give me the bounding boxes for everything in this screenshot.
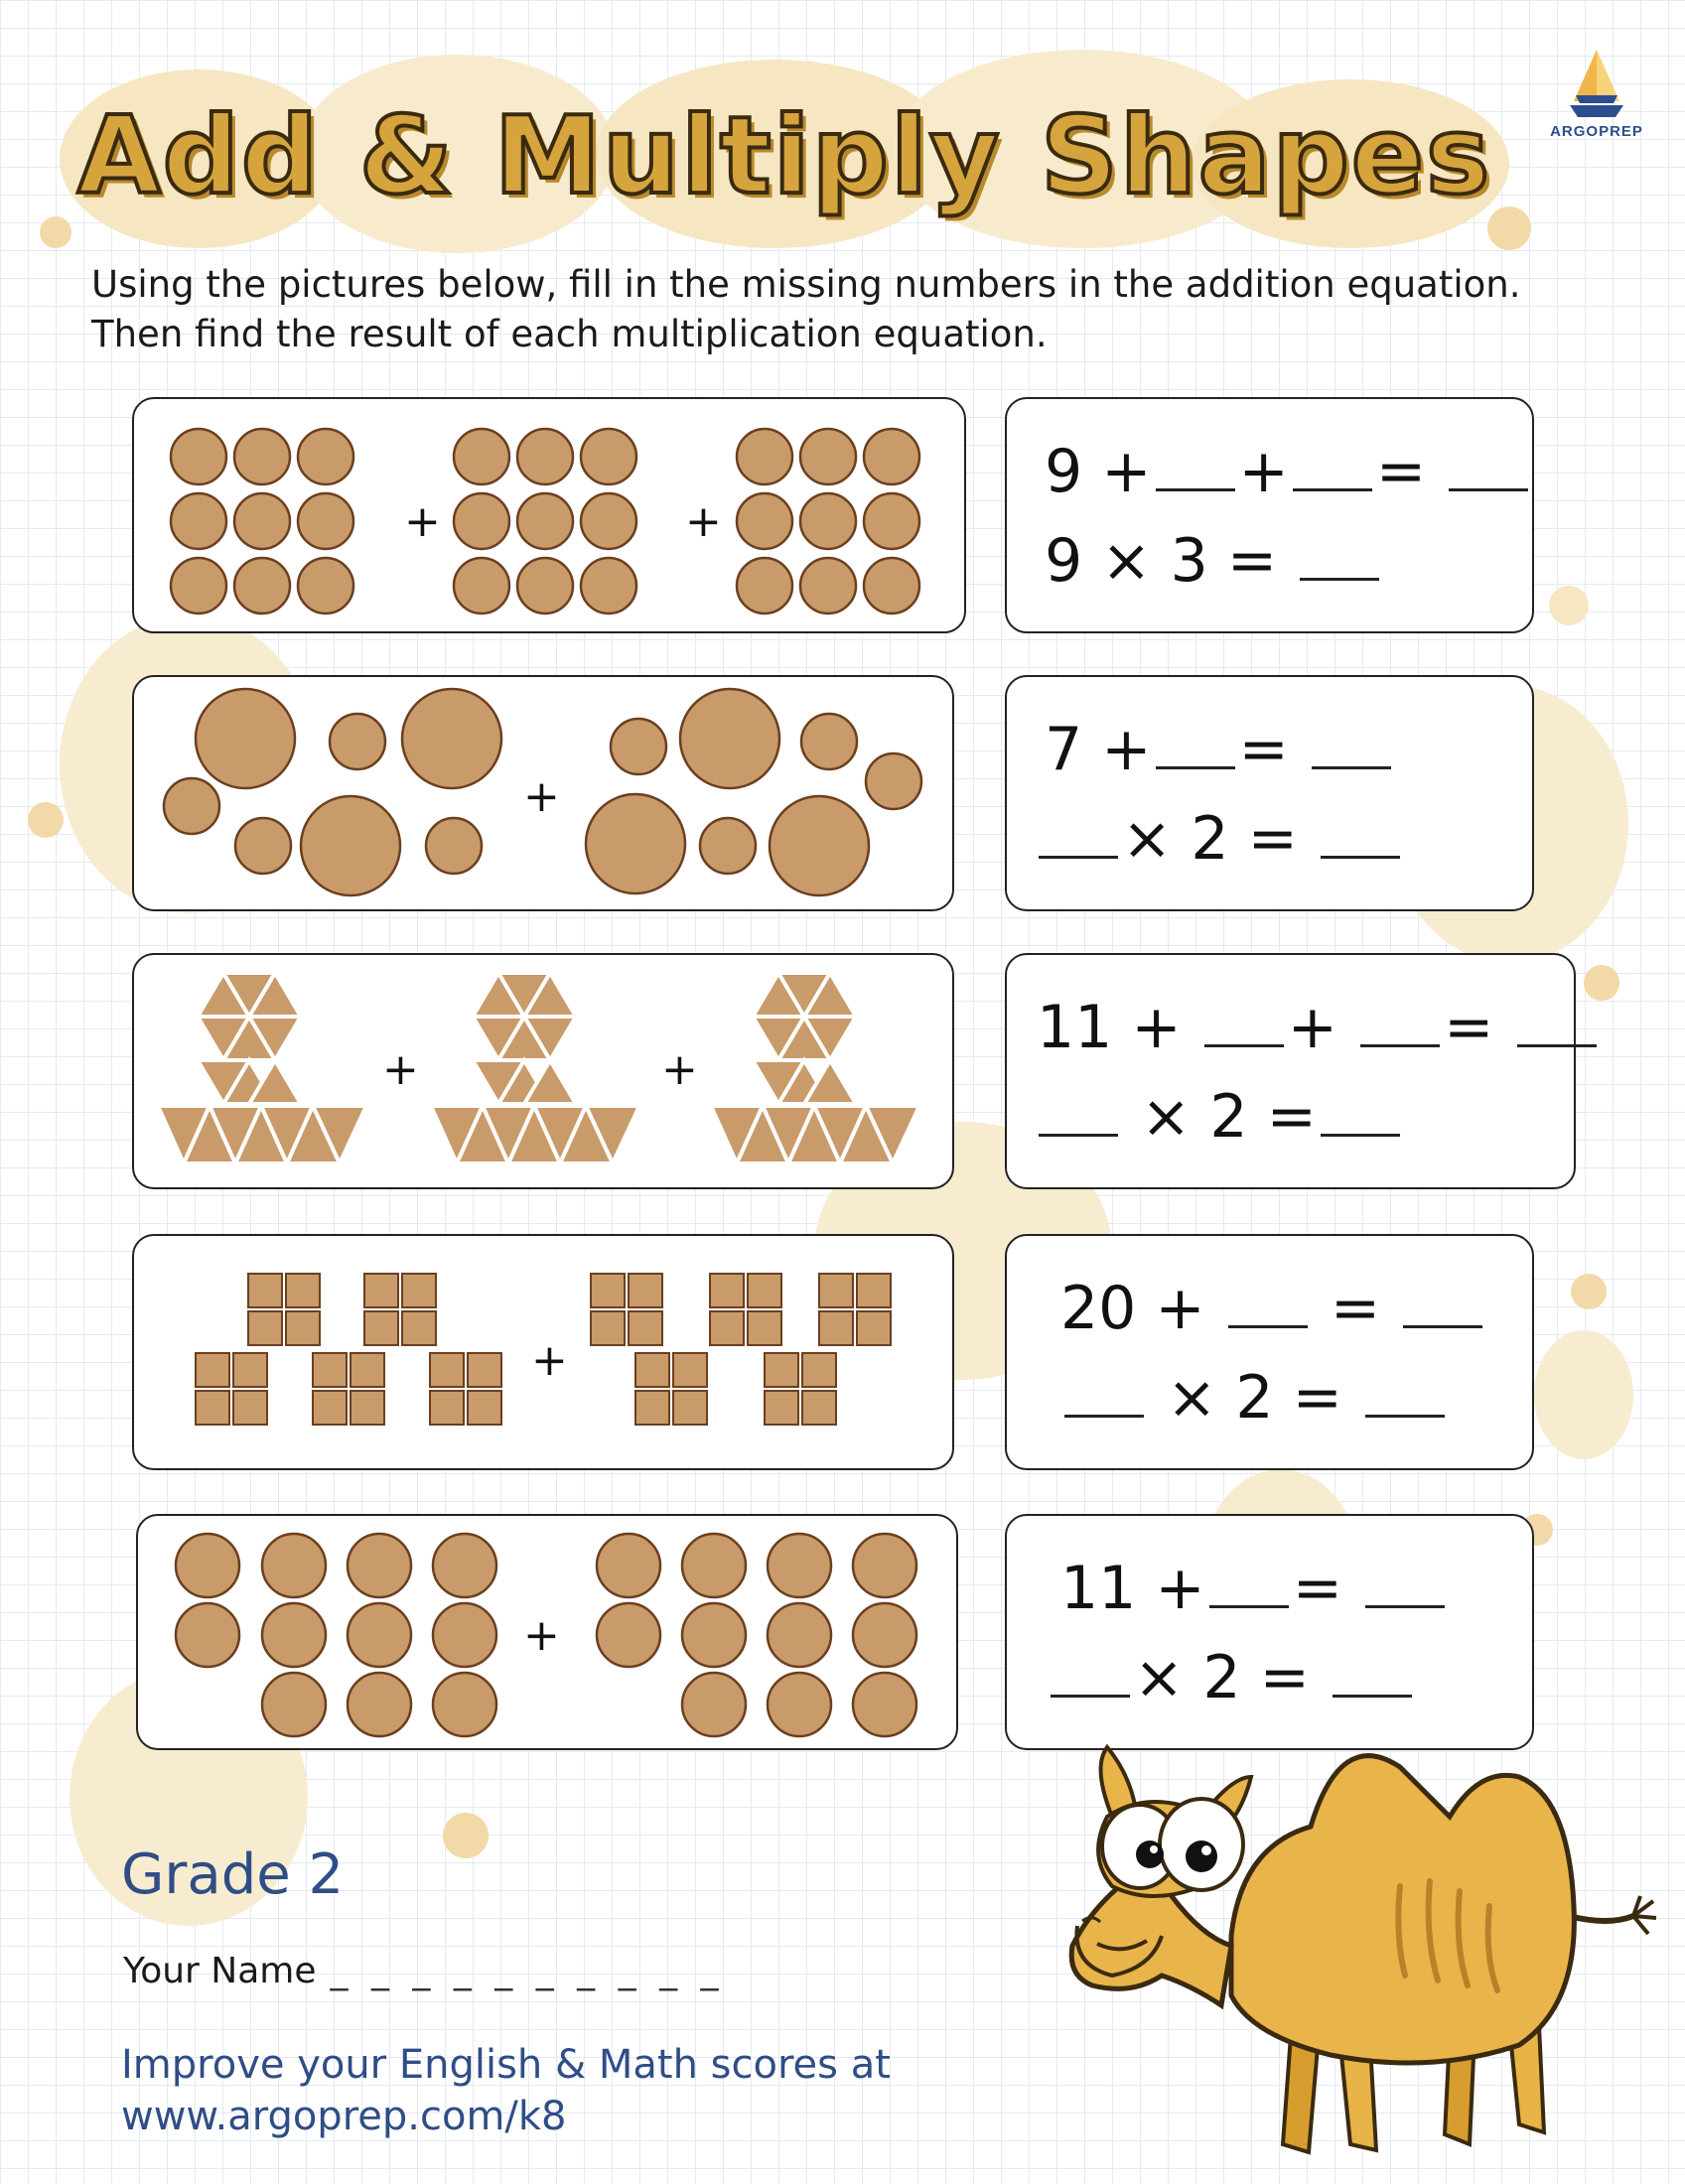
footer-link[interactable]: www.argoprep.com/k8 — [121, 2094, 567, 2139]
square — [591, 1311, 625, 1345]
square — [673, 1353, 707, 1387]
decorative-bubble — [28, 802, 64, 838]
square — [430, 1353, 464, 1387]
square — [468, 1353, 501, 1387]
instructions-line-1: Using the pictures below, fill in the missing numbers in the addition equation. — [91, 263, 1521, 306]
square — [286, 1274, 320, 1307]
shape-group-2 — [454, 429, 636, 614]
answer-blank[interactable] — [1039, 813, 1118, 859]
square — [196, 1391, 229, 1425]
square — [802, 1391, 836, 1425]
plus-sign: + — [685, 496, 722, 547]
square — [233, 1391, 267, 1425]
shape-group-3 — [711, 973, 919, 1163]
shape-group-1 — [171, 429, 353, 614]
picture-box-2 — [132, 675, 954, 911]
plus-sign: + — [404, 496, 441, 547]
square-block — [364, 1274, 436, 1345]
equation-box-4 — [1005, 1234, 1534, 1470]
decorative-bubble — [40, 216, 71, 248]
decorative-bubble — [1487, 206, 1531, 250]
square — [819, 1274, 853, 1307]
square — [673, 1391, 707, 1425]
your-name-field[interactable] — [123, 1951, 725, 1991]
shape-group-1 — [176, 1534, 496, 1736]
multiplication-equation-5: × 2 = — [1047, 1643, 1416, 1712]
square — [313, 1353, 347, 1387]
answer-blank[interactable] — [1321, 1091, 1400, 1137]
square — [802, 1353, 836, 1387]
plus-sign: + — [382, 1044, 419, 1095]
square — [710, 1274, 744, 1307]
answer-blank[interactable] — [1209, 1563, 1289, 1608]
answer-blank[interactable] — [1312, 724, 1391, 769]
multiplication-equation-3: × 2 = — [1035, 1082, 1404, 1152]
addition-equation-4: 20 + = — [1060, 1274, 1486, 1343]
square — [629, 1311, 662, 1345]
square-block — [819, 1274, 891, 1345]
picture-box-1 — [132, 397, 966, 633]
square-block — [313, 1353, 384, 1425]
square-block — [710, 1274, 781, 1345]
answer-blank[interactable] — [1064, 1372, 1144, 1418]
square — [286, 1311, 320, 1345]
square — [364, 1311, 398, 1345]
equation-box-2 — [1005, 675, 1534, 911]
addition-equation-5: 11 + = — [1060, 1554, 1449, 1623]
answer-blank[interactable] — [1039, 1091, 1118, 1137]
plus-sign: + — [661, 1044, 698, 1095]
picture-squares-4 — [134, 1236, 956, 1472]
square — [351, 1353, 384, 1387]
answer-blank[interactable] — [1156, 446, 1235, 491]
instructions — [91, 260, 1640, 359]
square — [635, 1353, 669, 1387]
picture-circles-2 — [134, 677, 956, 913]
equation-box-3 — [1005, 953, 1576, 1189]
decorative-bubble — [1549, 586, 1589, 625]
square — [857, 1274, 891, 1307]
square — [857, 1311, 891, 1345]
plus-sign: + — [523, 771, 560, 822]
plus-sign: + — [531, 1335, 568, 1386]
picture-triangles-3 — [134, 955, 956, 1191]
addition-equation-1: 9 + + = — [1045, 437, 1532, 506]
square — [748, 1274, 781, 1307]
square — [748, 1311, 781, 1345]
square — [468, 1391, 501, 1425]
square-block — [765, 1353, 836, 1425]
footer-line-1: Improve your English & Math scores at — [121, 2042, 891, 2088]
square-block — [430, 1353, 501, 1425]
square — [765, 1353, 798, 1387]
page-title: Add & Multiply Shapes — [77, 94, 1492, 218]
answer-blank[interactable] — [1403, 1283, 1482, 1328]
picture-box-4 — [132, 1234, 954, 1470]
square — [819, 1311, 853, 1345]
square — [402, 1274, 436, 1307]
answer-blank[interactable] — [1360, 1002, 1440, 1047]
square — [351, 1391, 384, 1425]
answer-blank[interactable] — [1228, 1283, 1308, 1328]
answer-blank[interactable] — [1517, 1002, 1597, 1047]
multiplication-equation-4: × 2 = — [1060, 1363, 1449, 1433]
shape-group-2 — [597, 1534, 916, 1736]
instructions-line-2: Then find the result of each multiplication equation. — [91, 313, 1048, 355]
grade-label: Grade 2 — [121, 1843, 345, 1907]
picture-circles-1 — [134, 399, 968, 635]
shape-group-1 — [164, 689, 501, 895]
logo-text: ARGOPREP — [1550, 123, 1643, 140]
picture-circles-5 — [138, 1516, 960, 1752]
equation-box-1 — [1005, 397, 1534, 633]
answer-blank[interactable] — [1333, 1652, 1412, 1698]
addition-equation-2: 7 + = — [1045, 715, 1395, 784]
square — [591, 1274, 625, 1307]
shape-group-3 — [737, 429, 919, 614]
tail-tuft — [1633, 1896, 1656, 1934]
decorative-bubble — [443, 1813, 489, 1858]
decorative-bubble — [1571, 1274, 1607, 1309]
answer-blank[interactable] — [1300, 535, 1379, 581]
plus-sign: + — [523, 1610, 560, 1661]
square — [364, 1274, 398, 1307]
answer-blank[interactable] — [1293, 446, 1372, 491]
square — [196, 1353, 229, 1387]
square — [233, 1353, 267, 1387]
answer-blank[interactable] — [1051, 1652, 1130, 1698]
answer-blank[interactable] — [1204, 1002, 1284, 1047]
shape-group-2 — [431, 973, 639, 1163]
sailboat-logo-icon — [1562, 46, 1631, 119]
square — [635, 1391, 669, 1425]
multiplication-equation-2: × 2 = — [1035, 804, 1404, 874]
picture-box-5 — [136, 1514, 958, 1750]
answer-blank[interactable] — [1365, 1372, 1445, 1418]
shape-group-2 — [586, 689, 921, 895]
square-block — [196, 1353, 267, 1425]
answer-blank[interactable] — [1321, 813, 1400, 859]
addition-equation-3: 11 + + = — [1037, 993, 1601, 1062]
square — [430, 1391, 464, 1425]
square — [402, 1311, 436, 1345]
footer — [121, 2039, 891, 2142]
square-block — [591, 1274, 662, 1345]
shape-group-1 — [158, 973, 366, 1163]
square-block — [635, 1353, 707, 1425]
square — [765, 1391, 798, 1425]
answer-blank[interactable] — [1449, 446, 1528, 491]
answer-blank[interactable] — [1365, 1563, 1445, 1608]
square-block — [248, 1274, 320, 1345]
answer-blank[interactable] — [1156, 724, 1235, 769]
square — [313, 1391, 347, 1425]
your-name-label: Your Name — [123, 1951, 317, 1991]
argoprep-logo — [1537, 46, 1656, 140]
picture-box-3 — [132, 953, 954, 1189]
multiplication-equation-1: 9 × 3 = — [1045, 526, 1383, 596]
name-line: _ _ _ _ _ _ _ _ _ _ — [330, 1951, 725, 1991]
square — [248, 1274, 282, 1307]
decorative-bubble — [1534, 1330, 1633, 1459]
camel-illustration — [1053, 1707, 1668, 2164]
square — [629, 1274, 662, 1307]
square — [710, 1311, 744, 1345]
square — [248, 1311, 282, 1345]
